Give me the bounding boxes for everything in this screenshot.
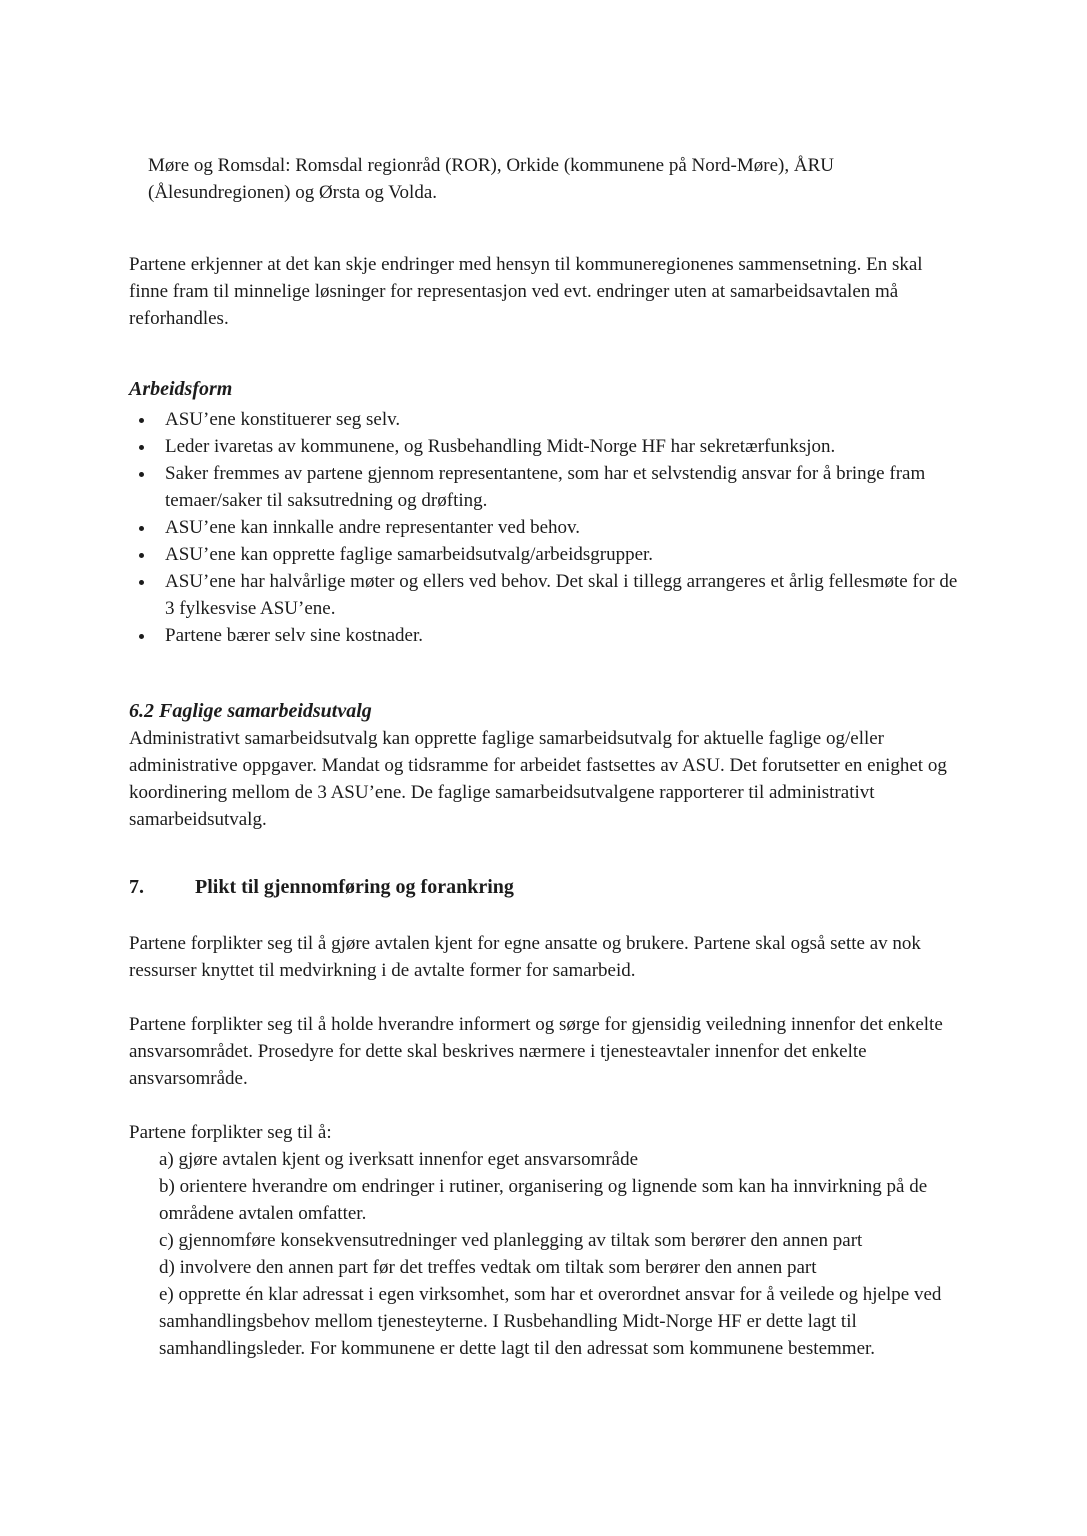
bullet-item: • ASU’ene kan innkalle andre representanter ved behov. — [156, 514, 961, 541]
regions-paragraph: Møre og Romsdal: Romsdal regionråd (ROR), Orkide (kommunene på Nord-Møre), ÅRU (Ålesundregionen) og Ørsta og Volda. — [148, 155, 834, 203]
obligations-list — [159, 1146, 961, 1362]
obligation-item: c) gjennomføre konsekvensutredninger ved planlegging av tiltak som berører den annen part — [159, 1230, 863, 1251]
bullet-item: • ASU’ene kan opprette faglige samarbeidsutvalg/arbeidsgrupper. — [156, 541, 961, 568]
section-7-heading — [129, 874, 961, 901]
obligation-item: a) gjøre avtalen kjent og iverksatt innenfor eget ansvarsområde — [159, 1149, 639, 1170]
arbeidsform-heading: Arbeidsform — [129, 378, 233, 400]
bullet-item: • Partene bærer selv sine kostnader. — [156, 622, 961, 649]
changes-paragraph: Partene erkjenner at det kan skje endringer med hensyn til kommuneregionenes sammensetning. En skal finne fram til minnelige løsninger for representasjon ved evt. endringer uten at samarbeidsavtalen må reforhandles. — [129, 254, 923, 329]
obligations-lead: Partene forplikter seg til å: — [129, 1122, 332, 1143]
obligation-item: d) involvere den annen part før det treffes vedtak om tiltak som berører den annen part — [159, 1257, 817, 1278]
obligation-item: b) orientere hverandre om endringer i rutiner, organisering og lignende som kan ha innvirkning på de områdene avtalen omfatter. — [159, 1176, 928, 1224]
bullet-item: • ASU’ene konstituerer seg selv. — [156, 406, 961, 433]
section-7-title: Plikt til gjennomføring og forankring — [195, 876, 514, 898]
obligation-item: e) opprette én klar adressat i egen virksomhet, som har et overordnet ansvar for å veilede og hjelpe ved samhandlingsbehov mellom tjenesteyterne. I Rusbehandling Midt-Norge HF er dette lagt til samhandlingsleder. For kommunene er dette lagt til den adressat som kommunene bestemmer. — [159, 1284, 942, 1359]
bullet-item: • Saker fremmes av partene gjennom representantene, som har et selvstendig ansvar for å bringe fram temaer/saker til saksutredning og drøfting. — [156, 460, 961, 514]
section-6-2-heading: 6.2 Faglige samarbeidsutvalg — [129, 700, 372, 722]
bullet-item: • Leder ivaretas av kommunene, og Rusbehandling Midt-Norge HF har sekretærfunksjon. — [156, 433, 961, 460]
arbeidsform-bullet-list — [129, 406, 961, 649]
section-6-2-body: Administrativt samarbeidsutvalg kan opprette faglige samarbeidsutvalg for aktuelle faglige og/eller administrative oppgaver. Mandat og tidsramme for arbeidet fastsettes av ASU. Det forutsetter en enighet og koordinering mellom de 3 ASU’ene. De faglige samarbeidsutvalgene rapporterer til administrativt samarbeidsutvalg. — [129, 728, 947, 830]
section-7-paragraph-1: Partene forplikter seg til å gjøre avtalen kjent for egne ansatte og brukere. Partene skal også sette av nok ressurser knyttet til medvirkning i de avtalte former for samarbeid. — [129, 933, 921, 981]
bullet-item: • ASU’ene har halvårlige møter og ellers ved behov. Det skal i tillegg arrangeres et årlig fellesmøte for de 3 fylkesvise ASU’ene. — [156, 568, 961, 622]
section-7-number: 7. — [129, 876, 144, 898]
section-7-paragraph-2: Partene forplikter seg til å holde hverandre informert og sørge for gjensidig veiledning innenfor det enkelte ansvarsområdet. Prosedyre for dette skal beskrives nærmere i tjenesteavtaler innenfor det enkelte ansvarsområde. — [129, 1014, 943, 1089]
